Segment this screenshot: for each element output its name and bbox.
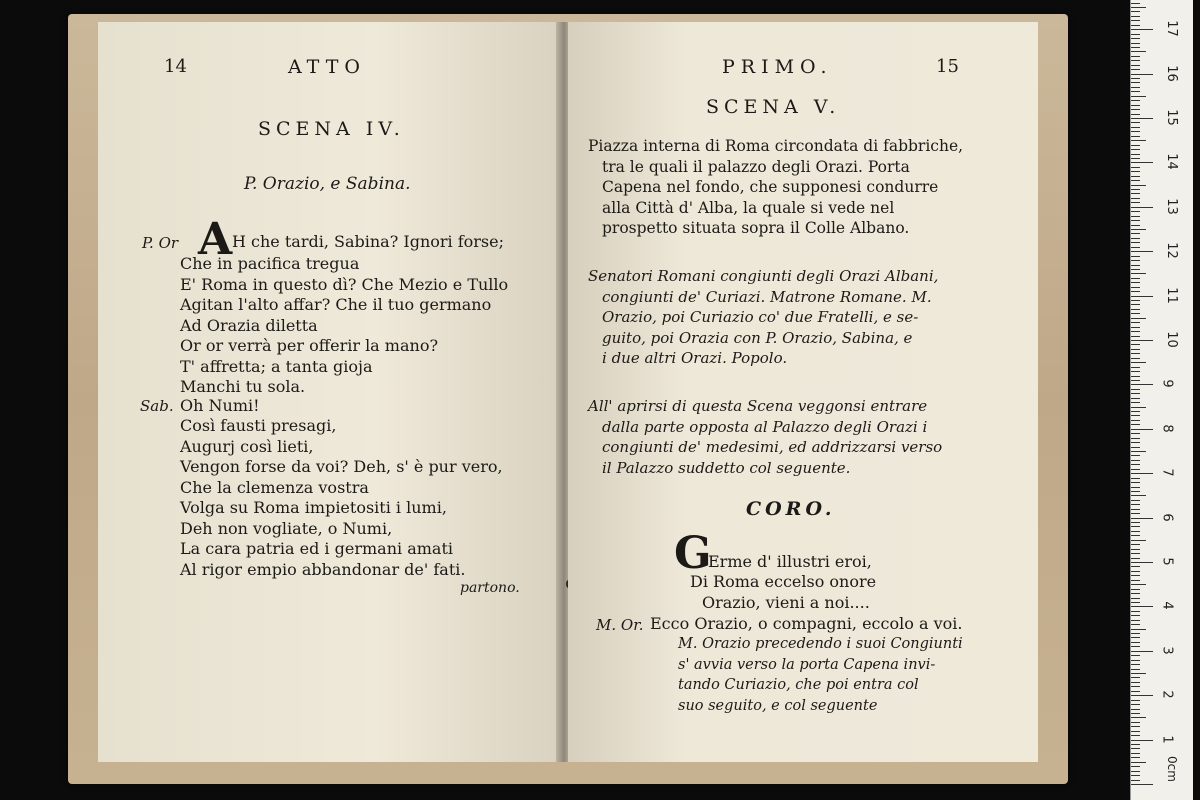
ruler-tick [1131,322,1140,323]
ruler-number: 3 [1159,646,1175,655]
ruler-tick [1131,376,1140,377]
ruler-tick [1131,389,1140,390]
ruler-tick [1131,29,1153,30]
ruler-tick [1131,766,1140,767]
verse-line: Volga su Roma impietositi i lumi, [180,498,447,517]
drop-cap: G [674,528,712,579]
ruler-tick [1131,580,1140,581]
left-page [98,22,560,762]
ruler-tick [1131,700,1140,701]
ruler-tick [1131,495,1146,496]
ruler-tick [1131,3,1140,4]
ruler-tick [1131,549,1140,550]
verse-line: Erme d' illustri eroi, [708,552,872,571]
ruler-number: 17 [1163,20,1179,37]
ruler-number: 6 [1159,512,1175,522]
ruler-tick [1131,100,1140,101]
verse-line: T' affretta; a tanta gioja [180,356,373,376]
ruler-number: 10 [1163,331,1179,348]
ruler-tick [1131,460,1140,461]
verse-line: Di Roma eccelso onore [690,572,877,591]
direction-line: tando Curiazio, che poi entra col [678,677,919,693]
ruler-tick [1131,393,1140,394]
ruler-tick [1131,744,1140,745]
ruler-tick [1131,78,1140,79]
ruler-number: 13 [1163,198,1179,215]
verse-line: Orazio, vieni a noi.... [702,592,870,612]
ruler-tick [1131,709,1140,710]
ruler-tick [1131,438,1140,439]
ruler-tick [1131,704,1140,705]
ruler-tick [1131,518,1153,519]
ruler-tick [1131,784,1153,785]
ruler-number: 2 [1159,690,1175,699]
ruler-tick [1131,691,1140,692]
ruler-tick [1131,447,1140,448]
ruler-tick [1131,60,1140,61]
ruler-tick [1131,642,1140,643]
ruler-number: 8 [1159,424,1175,433]
ruler-tick [1131,220,1140,221]
direction-line: congiunti de' medesimi, ed addrizzarsi verso [602,438,943,456]
ruler-tick [1131,300,1140,301]
page-number: 15 [936,56,959,77]
ruler-tick [1131,535,1140,536]
ruler-number: 11 [1163,286,1179,304]
ruler-number: 16 [1163,64,1179,82]
direction-line: dalla parte opposta al Palazzo degli Orazi i [602,417,928,436]
ruler-tick [1131,176,1140,177]
ruler-tick [1131,478,1140,479]
ruler-tick [1131,380,1140,381]
ruler-tick [1131,669,1140,670]
ruler-tick [1131,673,1146,674]
running-head: ATTO [288,56,366,78]
ruler-tick [1131,522,1140,523]
ruler-tick [1131,540,1146,541]
direction-line: il Palazzo suddetto col seguente. [602,458,851,477]
verse-block [180,416,503,580]
ruler-tick [1131,202,1140,203]
ruler-tick [1131,753,1140,754]
ruler-number: 7 [1159,468,1175,477]
ruler-number: 12 [1163,242,1179,259]
speaker-label: M. Or. [596,616,644,634]
ruler-tick [1131,415,1140,416]
ruler-tick [1131,646,1140,647]
setting-line: tra le quali il palazzo degli Orazi. Porta [602,157,910,176]
verse-line: Or or verrà per offerir la mano? [180,336,439,355]
ruler-tick [1131,429,1153,430]
ruler-tick [1131,167,1140,168]
ruler-tick [1131,651,1153,652]
verse-line: Così fausti presagi, [180,416,337,435]
ruler-tick [1131,420,1140,421]
ruler-tick [1131,185,1146,186]
verse-line: Deh non vogliate, o Numi, [180,518,393,538]
ruler-tick [1131,114,1140,115]
ruler-tick [1131,304,1140,305]
ruler-tick [1131,131,1140,132]
ruler-tick [1131,593,1140,594]
verse-line: H che tardi, Sabina? Ignori forse; [232,232,504,251]
verse-line: Oh Numi! [180,396,260,415]
scene-title: SCENA V. [706,96,841,118]
ruler-tick [1131,238,1140,239]
ruler-tick [1131,7,1146,8]
ruler-tick [1131,771,1140,772]
ruler-number: 14 [1163,153,1179,171]
ruler-tick [1131,127,1140,128]
ruler-number: 15 [1163,109,1179,126]
ruler-tick [1131,171,1140,172]
ruler-tick [1131,242,1140,243]
ruler-tick [1131,38,1140,39]
ruler-tick [1131,358,1140,359]
ruler-tick [1131,589,1140,590]
ruler-tick [1131,571,1140,572]
ruler-tick [1131,225,1140,226]
ruler-tick [1131,327,1140,328]
ruler-tick [1131,43,1140,44]
verse-line: E' Roma in questo dì? Che Mezio e Tullo [180,274,509,294]
ruler-tick [1131,442,1140,443]
ruler-tick [1131,282,1140,283]
ruler-tick [1131,154,1140,155]
ruler-tick [1131,677,1140,678]
verse-line: Augurj così lieti, [180,436,314,456]
character-list [588,266,938,369]
drop-cap: A [198,214,233,265]
ruler-tick [1131,318,1146,319]
ruler-tick [1131,531,1140,532]
verse-line: Al rigor empio abbandonar de' fati. [180,559,466,579]
ruler-tick [1131,229,1146,230]
ruler-tick [1131,340,1153,341]
ruler-tick [1131,509,1140,510]
direction-line: suo seguito, e col seguente [678,697,878,714]
exit-direction: partono. [460,580,520,596]
ruler-tick [1131,91,1140,92]
ruler-tick [1131,105,1140,106]
ruler-tick [1131,362,1146,363]
ruler-tick [1131,140,1146,141]
ruler-tick [1131,162,1153,163]
ruler-tick [1131,145,1140,146]
ruler-tick [1131,735,1140,736]
ruler-tick [1131,504,1140,505]
setting-line: Piazza interna di Roma circondata di fabbriche, [588,137,964,155]
speaker-label: Sab. [140,397,174,415]
ruler-tick [1131,633,1140,634]
verse-block [690,572,876,613]
character-line: congiunti de' Curiazi. Matrone Romane. M. [602,287,932,306]
ruler-tick [1131,748,1140,749]
ruler-tick [1131,260,1140,261]
ruler-tick [1131,722,1140,723]
ruler-tick [1131,464,1140,465]
verse-line: Agitan l'alto affar? Che il tuo germano [180,295,492,314]
direction-line: All' aprirsi di questa Scena veggonsi entrare [588,397,928,415]
verse-line: Ecco Orazio, o compagni, eccolo a voi. [650,614,963,633]
ruler-tick [1131,762,1146,763]
ruler-tick [1131,207,1153,208]
ruler-tick [1131,433,1140,434]
ruler-tick [1131,371,1140,372]
ruler-tick [1131,247,1140,248]
ruler-tick [1131,74,1153,75]
scene-title: SCENA IV. [258,118,405,140]
ruler-tick [1131,118,1153,119]
character-line: i due altri Orazi. Popolo. [602,349,788,367]
ruler-tick [1131,424,1140,425]
ruler-tick [1131,411,1140,412]
ruler-tick [1131,602,1140,603]
ruler-tick [1131,189,1140,190]
ruler-tick [1131,606,1153,607]
ruler-tick [1131,65,1140,66]
ruler-tick [1131,16,1140,17]
ruler-tick [1131,158,1140,159]
ruler-tick [1131,109,1140,110]
ruler-tick [1131,309,1140,310]
ruler-tick [1131,25,1140,26]
ruler-tick [1131,544,1140,545]
ruler-tick [1131,20,1140,21]
ruler-tick [1131,82,1140,83]
ruler-tick [1131,336,1140,337]
ruler-tick [1131,553,1140,554]
ruler-tick [1131,69,1140,70]
setting-line: Capena nel fondo, che supponesi condurre [602,178,939,196]
ruler-tick [1131,349,1140,350]
verse-line: La cara patria ed i germani amati [180,539,453,558]
speaker-label: P. Or [142,234,179,252]
ruler-tick [1131,500,1140,501]
ruler-tick [1131,149,1140,150]
ruler-tick [1131,780,1140,781]
ruler-tick [1131,451,1146,452]
ruler-tick [1131,491,1140,492]
setting-line: alla Città d' Alba, la quale si vede nel [602,198,895,217]
verse-block [180,254,508,398]
ruler-tick [1131,615,1140,616]
ruler-tick [1131,660,1140,661]
ruler-tick [1131,256,1140,257]
ruler-tick [1131,211,1140,212]
ruler-tick [1131,287,1140,288]
ruler-tick [1131,136,1140,137]
ruler-number: 4 [1159,601,1175,611]
ruler-tick [1131,269,1140,270]
verse-line: Che la clemenza vostra [180,477,369,497]
ruler-tick [1131,717,1146,718]
ruler-tick [1131,273,1146,274]
verse-line: Che in pacifica tregua [180,254,360,273]
ruler-tick [1131,455,1140,456]
page-number: 14 [164,56,187,77]
running-head: PRIMO. [722,56,833,78]
ruler-tick [1131,344,1140,345]
ruler-tick [1131,51,1146,52]
ruler-unit-label: 0cm [1164,756,1179,782]
ruler-tick [1131,47,1140,48]
character-line: Senatori Romani congiunti degli Orazi Albani, [588,267,939,285]
ruler-tick [1131,775,1140,776]
ruler-tick [1131,482,1140,483]
direction-line: M. Orazio precedendo i suoi Congiunti [678,636,963,652]
ruler-tick [1131,233,1140,234]
ruler-tick [1131,34,1140,35]
ruler-tick [1131,611,1140,612]
ruler-tick [1131,620,1140,621]
ruler-tick [1131,664,1140,665]
ruler-tick [1131,513,1140,514]
ruler-tick [1131,11,1140,12]
ruler-tick [1131,757,1140,758]
ruler-tick [1131,122,1140,123]
ruler-tick [1131,566,1140,567]
verse-line: Manchi tu sola. [180,377,306,396]
ruler-tick [1131,398,1140,399]
ruler-tick [1131,487,1140,488]
ruler-tick [1131,558,1140,559]
ruler-tick [1131,629,1146,630]
ruler-tick [1131,740,1153,741]
measurement-ruler [1130,0,1193,800]
ruler-tick [1131,469,1140,470]
ruler-tick [1131,726,1140,727]
ruler-tick [1131,265,1140,266]
ruler-tick [1131,384,1153,385]
ruler-tick [1131,313,1140,314]
ruler-tick [1131,331,1140,332]
ruler-tick [1131,598,1140,599]
ruler-tick [1131,56,1140,57]
ruler-tick [1131,624,1140,625]
ruler-tick [1131,473,1153,474]
ruler-tick [1131,584,1146,585]
direction-line: s' avvia verso la porta Capena invi- [678,656,936,673]
ruler-tick [1131,575,1140,576]
ruler-tick [1131,251,1153,252]
coro-title: CORO. [746,498,836,520]
ruler-tick [1131,562,1153,563]
ruler-tick [1131,731,1140,732]
ruler-tick [1131,216,1140,217]
ruler-tick [1131,87,1140,88]
ruler-tick [1131,96,1146,97]
ruler-tick [1131,686,1140,687]
ruler-tick [1131,198,1140,199]
ruler-tick [1131,526,1140,527]
character-line: guito, poi Orazia con P. Orazio, Sabina, e [602,328,913,347]
ruler-number: 5 [1159,557,1175,566]
ruler-tick [1131,695,1153,696]
ruler-tick [1131,353,1140,354]
ruler-tick [1131,180,1140,181]
ruler-tick [1131,407,1146,408]
ruler-tick [1131,637,1140,638]
right-page [568,22,1038,762]
ruler-tick [1131,296,1153,297]
ruler-tick [1131,291,1140,292]
scene-characters: P. Orazio, e Sabina. [244,174,411,194]
ruler-tick [1131,278,1140,279]
ruler-number: 9 [1159,379,1175,389]
ruler-tick [1131,402,1140,403]
character-line: Orazio, poi Curiazio co' due Fratelli, e se- [602,308,919,326]
ruler-tick [1131,367,1140,368]
setting-description [588,136,963,239]
setting-line: prospetto situata sopra il Colle Albano. [602,219,910,237]
ruler-tick [1131,193,1140,194]
ruler-number: 1 [1159,734,1175,744]
verse-line: Ad Orazia diletta [180,315,318,335]
ruler-tick [1131,713,1140,714]
ruler-tick [1131,682,1140,683]
ruler-tick [1131,655,1140,656]
final-direction [678,634,963,716]
verse-line: Vengon forse da voi? Deh, s' è pur vero, [180,457,503,476]
stage-direction [588,396,942,478]
